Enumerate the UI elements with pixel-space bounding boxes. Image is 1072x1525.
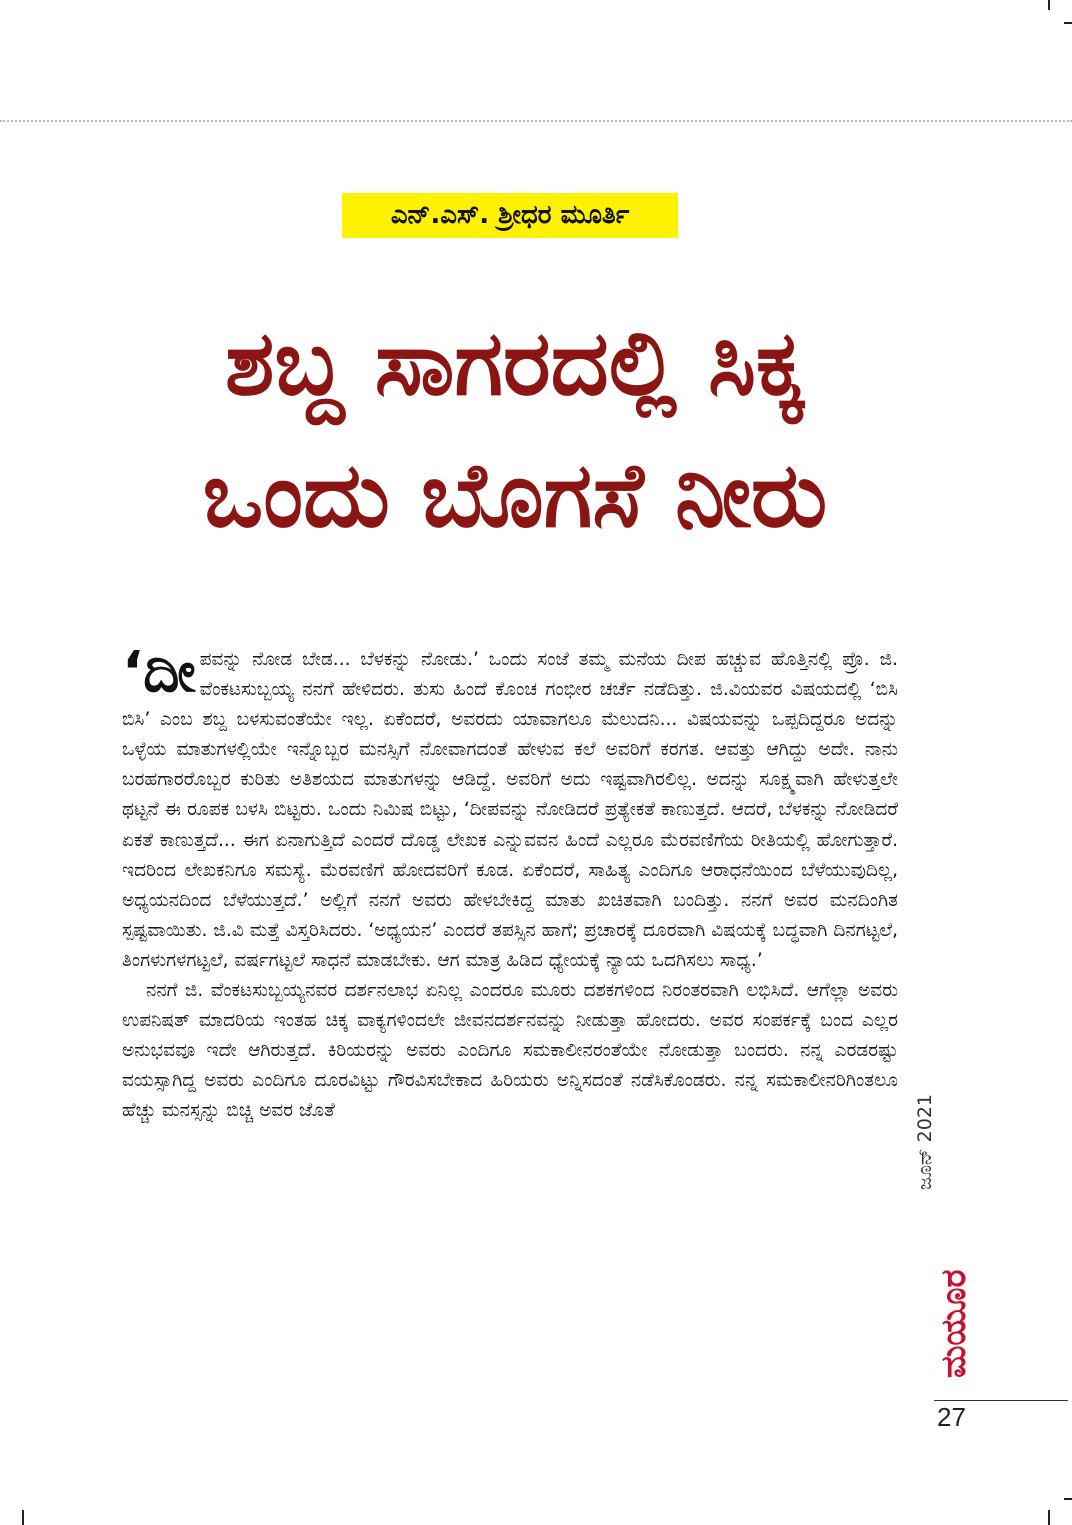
- title-line-1: ಶಬ್ದ ಸಾಗರದಲ್ಲಿ ಸಿಕ್ಕ: [225, 311, 805, 416]
- crop-mark-top-right: [1048, 0, 1050, 10]
- page-number: 27: [937, 1402, 966, 1432]
- crop-mark-right-top: [1064, 22, 1072, 24]
- magazine-logo: ಮಯೂರ: [934, 1269, 974, 1378]
- issue-date: ಜೂನ್ 2021: [914, 1093, 936, 1190]
- drop-cap: ‘ದೀ: [122, 640, 196, 705]
- crop-mark-bottom-right: [1048, 1510, 1050, 1525]
- author-byline: ಎನ್‌.ಎಸ್‌. ಶ್ರೀಧರ ಮೂರ್ತಿ: [342, 193, 678, 238]
- top-dotted-divider: [0, 120, 1072, 122]
- crop-mark-right-bottom: [1064, 1498, 1072, 1500]
- paragraph-1-text: ಪವನ್ನು ನೋಡ ಬೇಡ... ಬೆಳಕನ್ನು ನೋಡು.’ ಒಂದು ಸಂಜೆ ತಮ್ಮ ಮನೆಯ ದೀಪ ಹಚ್ಚುವ ಹೊತ್ತಿನಲ್ಲಿ ಪ್ರೊ. ಜಿ. ವೆಂಕಟಸುಬ್ಬಯ್ಯ ನನಗೆ ಹೇಳಿದರು. ತುಸು ಹಿಂದೆ ಕೊಂಚ ಗಂಭೀರ ಚರ್ಚೆ ನಡೆದಿತ್ತು. ಜಿ.ವಿಯವರ ವಿಷಯದಲ್ಲಿ ‘ಬಿಸಿ ಬಿಸಿ’ ಎಂಬ ಶಬ್ದ ಬಳಸುವಂತೆಯೇ ಇಲ್ಲ. ಏಕೆಂದರೆ, ಅವರದು ಯಾವಾಗಲೂ ಮೆಲುದನಿ... ವಿಷಯವನ್ನು ಒಪ್ಪದಿದ್ದರೂ ಅದನ್ನು ಒಳ್ಳೆಯ ಮಾತುಗಳಲ್ಲಿಯೇ ಇನ್ನೊಬ್ಬರ ಮನಸ್ಸಿಗೆ ನೋವಾಗದಂತೆ ಹೇಳುವ ಕಲೆ ಅವರಿಗೆ ಕರಗತ. ಆವತ್ತು ಆಗಿದ್ದು ಅದೇ. ನಾನು ಬರಹಗಾರರೊಬ್ಬರ ಕುರಿತು ಅತಿಶಯದ ಮಾತುಗಳನ್ನು ಆಡಿದ್ದೆ. ಅವರಿಗೆ ಅದು ಇಷ್ಟವಾಗಿರಲಿಲ್ಲ. ಅದನ್ನು ಸೂಕ್ಷ್ಮವಾಗಿ ಹೇಳುತ್ತಲೇ ಥಟ್ಟನೆ ಈ ರೂಪಕ ಬಳಸಿ ಬಿಟ್ಟರು. ಒಂದು ನಿಮಿಷ ಬಿಟ್ಟು, ‘ದೀಪವನ್ನು ನೋಡಿದರೆ ಪ್ರತ್ಯೇಕತೆ ಕಾಣುತ್ತದೆ. ಆದರೆ, ಬೆಳಕನ್ನು ನೋಡಿದರೆ ಏಕತೆ ಕಾಣುತ್ತದೆ... ಈಗ ಏನಾಗುತ್ತಿದೆ ಎಂದರೆ ದೊಡ್ಡ ಲೇಖಕ ಎನ್ನುವವನ ಹಿಂದೆ ಎಲ್ಲರೂ ಮೆರವಣಿಗೆಯ ರೀತಿಯಲ್ಲಿ ಹೋಗುತ್ತಾರೆ. ಇದರಿಂದ ಲೇಖಕನಿಗೂ ಸಮಸ್ಯೆ. ಮೆರವಣಿಗೆ ಹೋದವರಿಗೆ ಕೂಡ. ಏಕೆಂದರೆ, ಸಾಹಿತ್ಯ ಎಂದಿಗೂ ಆರಾಧನೆಯಿಂದ ಬೆಳೆಯುವುದಿಲ್ಲ, ಅಧ್ಯಯನದಿಂದ ಬೆಳೆಯುತ್ತದೆ.’ ಅಲ್ಲಿಗೆ ನನಗೆ ಅವರು ಹೇಳಬೇಕಿದ್ದ ಮಾತು ಖಚಿತವಾಗಿ ಬಂದಿತ್ತು. ನನಗೆ ಅವರ ಮನದಿಂಗಿತ ಸ್ಪಷ್ಟವಾಯಿತು. ಜಿ.ವಿ ಮತ್ತೆ ವಿಸ್ತರಿಸಿದರು. ‘ಅಧ್ಯಯನ’ ಎಂದರೆ ತಪಸ್ಸಿನ ಹಾಗೆ; ಪ್ರಚಾರಕ್ಕೆ ದೂರವಾಗಿ ವಿಷಯಕ್ಕೆ ಬದ್ಧವಾಗಿ ದಿನಗಟ್ಟಲೆ, ತಿಂಗಳುಗಳಗಟ್ಟಲೆ, ವರ್ಷಗಟ್ಟಲೆ ಸಾಧನೆ ಮಾಡಬೇಕು. ಆಗ ಮಾತ್ರ ಹಿಡಿದ ಧ್ಯೇಯಕ್ಕೆ ನ್ಯಾಯ ಒದಗಿಸಲು ಸಾಧ್ಯ.’: [122, 649, 898, 971]
- paragraph-1: [122, 640, 898, 976]
- crop-mark-bottom-left: [22, 1510, 24, 1525]
- article-title: [80, 298, 950, 562]
- article-body: [122, 640, 898, 1127]
- footer-rule: [934, 1400, 1068, 1401]
- paragraph-2: ನನಗೆ ಜಿ. ವೆಂಕಟಸುಬ್ಬಯ್ಯನವರ ದರ್ಶನಲಾಭ ಏನಿಲ್ಲ ಎಂದರೂ ಮೂರು ದಶಕಗಳಿಂದ ನಿರಂತರವಾಗಿ ಲಭಿಸಿದೆ. ಆಗೆಲ್ಲಾ ಅವರು ಉಪನಿಷತ್ ಮಾದರಿಯ ಇಂತಹ ಚಿಕ್ಕ ವಾಕ್ಯಗಳಿಂದಲೇ ಜೀವನದರ್ಶನವನ್ನು ನೀಡುತ್ತಾ ಹೋದರು. ಅವರ ಸಂಪರ್ಕಕ್ಕೆ ಬಂದ ಎಲ್ಲರ ಅನುಭವವೂ ಇದೇ ಆಗಿರುತ್ತದೆ. ಕಿರಿಯರನ್ನು ಅವರು ಎಂದಿಗೂ ಸಮಕಾಲೀನರಂತೆಯೇ ನೋಡುತ್ತಾ ಬಂದರು. ನನ್ನ ಎರಡರಷ್ಟು ವಯಸ್ಸಾಗಿದ್ದ ಅವರು ಎಂದಿಗೂ ದೂರವಿಟ್ಟು ಗೌರವಿಸಬೇಕಾದ ಹಿರಿಯರು ಅನ್ನಿಸದಂತೆ ನಡೆಸಿಕೊಂಡರು. ನನ್ನ ಸಮಕಾಲೀನರಿಗಿಂತಲೂ ಹೆಚ್ಚು ಮನಸ್ಸನ್ನು ಬಿಚ್ಚಿ ಅವರ ಜೊತೆ: [122, 980, 898, 1122]
- title-line-2: ಒಂದು ಬೊಗಸೆ ನೀರು: [202, 443, 828, 548]
